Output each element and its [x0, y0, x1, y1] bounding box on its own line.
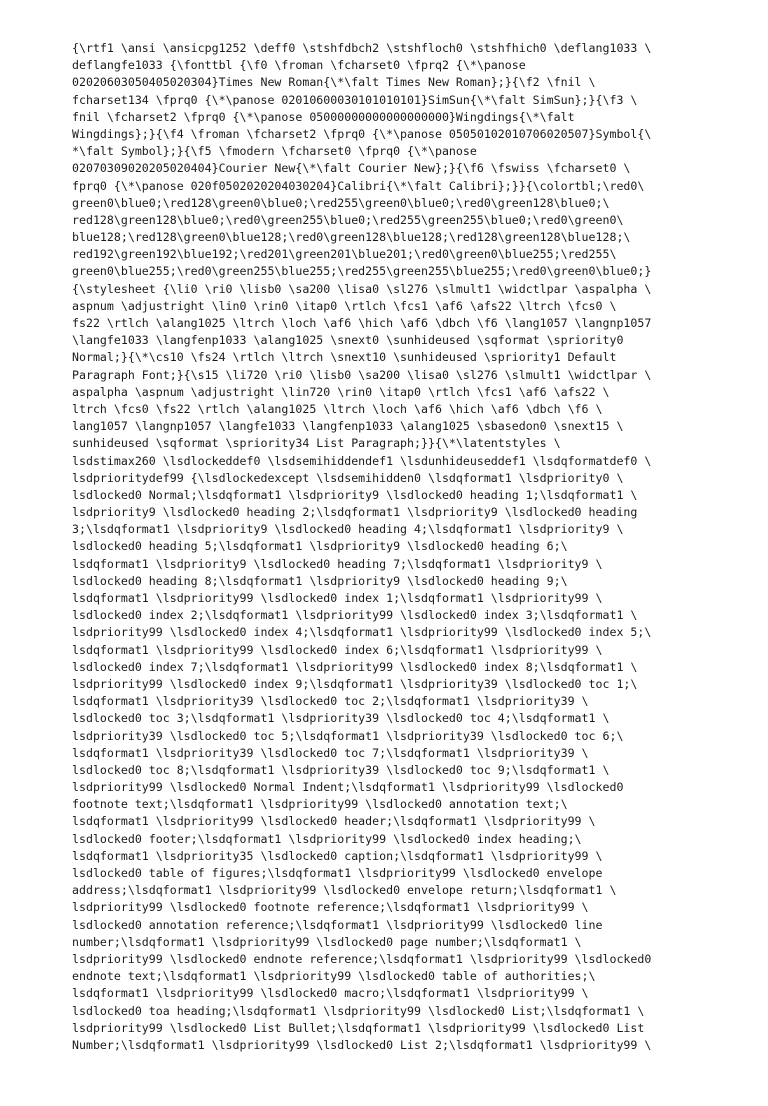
text-line	[72, 1054, 651, 1071]
text-line: Paragraph Font;}{\s15 \li720 \ri0 \lisb0 \sa200 \lisa0 \sl276 \slmult1 \widctlpar \	[72, 367, 652, 382]
text-line: \langfe1033 \langfenp1033 \alang1025 \snext0 \sunhideused \sqformat \spriority0	[72, 333, 624, 348]
text-line: deflangfe1033 {\fonttbl {\f0 \froman \fcharset0 \fprq2 {\*\panose	[72, 58, 526, 73]
text-line: address;\lsdqformat1 \lsdpriority99 \lsdlocked0 envelope return;\lsdqformat1 \	[72, 883, 617, 898]
text-line: aspalpha \aspnum \adjustright \lin720 \rin0 \itap0 \rtlch \fcs1 \af6 \afs22 \	[72, 384, 610, 399]
text-line: lsdpriority39 \lsdlocked0 toc 5;\lsdqformat1 \lsdpriority39 \lsdlocked0 toc 6;\	[72, 728, 624, 743]
text-line: lsdpriority99 \lsdlocked0 Normal Indent;\lsdqformat1 \lsdpriority99 \lsdlocked0	[72, 780, 624, 795]
text-line: footnote text;\lsdqformat1 \lsdpriority99 \lsdlocked0 annotation text;\	[72, 797, 568, 812]
text-line: lsdqformat1 \lsdpriority99 \lsdlocked0 macro;\lsdqformat1 \lsdpriority99 \	[72, 986, 589, 1001]
text-line: lsdlocked0 toa heading;\lsdqformat1 \lsdpriority99 \lsdlocked0 List;\lsdqformat1 \	[72, 1003, 645, 1018]
text-line: 02070309020205020404}Courier New{\*\falt Courier New};}{\f6 \fswiss \fcharset0 \	[72, 161, 631, 176]
text-line: fcharset134 \fprq0 {\*\panose 02010600030101010101}SimSun{\*\falt SimSun};}{\f3 \	[72, 92, 638, 107]
text-line: aspnum \adjustright \lin0 \rin0 \itap0 \rtlch \fcs1 \af6 \afs22 \ltrch \fcs0 \	[72, 298, 617, 313]
text-line: Wingdings};}{\f4 \froman \fcharset2 \fprq0 {\*\panose 05050102010706020507}Symbol{\	[72, 126, 652, 141]
text-line: *\falt Symbol};}{\f5 \fmodern \fcharset0 \fprq0 {\*\panose	[72, 144, 477, 159]
text-line: lsdstimax260 \lsdlockeddef0 \lsdsemihiddendef1 \lsdunhideuseddef1 \lsdqformatdef0 \	[72, 453, 652, 468]
text-line: ltrch \fcs0 \fs22 \rtlch \alang1025 \ltrch \loch \af6 \hich \af6 \dbch \f6 \	[72, 401, 603, 416]
text-line: Number;\lsdqformat1 \lsdpriority99 \lsdlocked0 List 2;\lsdqformat1 \lsdpriority99 \	[72, 1037, 652, 1052]
text-line	[72, 1071, 651, 1088]
text-line: {\stylesheet {\li0 \ri0 \lisb0 \sa200 \lisa0 \sl276 \slmult1 \widctlpar \aspalpha \	[72, 281, 652, 296]
text-line: lang1057 \langnp1057 \langfe1033 \langfenp1033 \alang1025 \sbasedon0 \snext15 \	[72, 419, 624, 434]
text-line: lsdlocked0 index 2;\lsdqformat1 \lsdpriority99 \lsdlocked0 index 3;\lsdqformat1 \	[72, 608, 638, 623]
text-line: lsdpriority99 \lsdlocked0 List Bullet;\lsdqformat1 \lsdpriority99 \lsdlocked0 List	[72, 1020, 645, 1035]
text-line: lsdlocked0 annotation reference;\lsdqformat1 \lsdpriority99 \lsdlocked0 line	[72, 917, 603, 932]
text-line: lsdlocked0 toc 3;\lsdqformat1 \lsdpriority39 \lsdlocked0 toc 4;\lsdqformat1 \	[72, 711, 610, 726]
text-line: endnote text;\lsdqformat1 \lsdpriority99 \lsdlocked0 table of authorities;\	[72, 969, 596, 984]
text-line: blue128;\red128\green0\blue128;\red0\green128\blue128;\red128\green128\blue128;\	[72, 230, 631, 245]
text-line: lsdlocked0 footer;\lsdqformat1 \lsdpriority99 \lsdlocked0 index heading;\	[72, 831, 582, 846]
text-line: lsdqformat1 \lsdpriority9 \lsdlocked0 heading 7;\lsdqformat1 \lsdpriority9 \	[72, 556, 603, 571]
text-line: lsdqformat1 \lsdpriority39 \lsdlocked0 toc 7;\lsdqformat1 \lsdpriority39 \	[72, 745, 589, 760]
text-line: 3;\lsdqformat1 \lsdpriority9 \lsdlocked0 heading 4;\lsdqformat1 \lsdpriority9 \	[72, 522, 624, 537]
text-line: lsdqformat1 \lsdpriority99 \lsdlocked0 index 6;\lsdqformat1 \lsdpriority99 \	[72, 642, 603, 657]
text-line: Normal;}{\*\cs10 \fs24 \rtlch \ltrch \snext10 \sunhideused \spriority1 Default	[72, 350, 617, 365]
text-line: lsdlocked0 heading 8;\lsdqformat1 \lsdpriority9 \lsdlocked0 heading 9;\	[72, 573, 568, 588]
text-line: lsdprioritydef99 {\lsdlockedexcept \lsdsemihidden0 \lsdqformat1 \lsdpriority0 \	[72, 470, 624, 485]
text-line: red192\green192\blue192;\red201\green201\blue201;\red0\green0\blue255;\red255\	[72, 247, 617, 262]
text-line: number;\lsdqformat1 \lsdpriority99 \lsdlocked0 page number;\lsdqformat1 \	[72, 934, 582, 949]
text-line: lsdpriority99 \lsdlocked0 index 4;\lsdqformat1 \lsdpriority99 \lsdlocked0 index 5;\	[72, 625, 652, 640]
text-line: {\rtf1 \ansi \ansicpg1252 \deff0 \stshfdbch2 \stshfloch0 \stshfhich0 \deflang1033 \	[72, 41, 652, 55]
text-line: 02020603050405020304}Times New Roman{\*\falt Times New Roman};}{\f2 \fnil \	[72, 75, 596, 90]
text-line: lsdlocked0 Normal;\lsdqformat1 \lsdpriority9 \lsdlocked0 heading 1;\lsdqformat1 \	[72, 487, 638, 502]
text-line: green0\blue255;\red0\green255\blue255;\red255\green255\blue255;\red0\green0\blue0;}	[72, 264, 652, 279]
text-line: lsdqformat1 \lsdpriority99 \lsdlocked0 index 1;\lsdqformat1 \lsdpriority99 \	[72, 591, 603, 605]
text-line: sunhideused \sqformat \spriority34 List Paragraph;}}{\*\latentstyles \	[72, 436, 561, 451]
text-line: lsdpriority99 \lsdlocked0 endnote reference;\lsdqformat1 \lsdpriority99 \lsdlocked0	[72, 951, 652, 966]
text-line: fnil \fcharset2 \fprq0 {\*\panose 05000000000000000000}Wingdings{\*\falt	[72, 109, 575, 124]
text-line: fs22 \rtlch \alang1025 \ltrch \loch \af6 \hich \af6 \dbch \f6 \lang1057 \langnp1057	[72, 316, 652, 330]
text-line	[72, 1088, 651, 1105]
text-line: lsdlocked0 toc 8;\lsdqformat1 \lsdpriority39 \lsdlocked0 toc 9;\lsdqformat1 \	[72, 762, 610, 777]
rtf-source-text	[72, 40, 651, 1106]
text-line: lsdpriority9 \lsdlocked0 heading 2;\lsdqformat1 \lsdpriority9 \lsdlocked0 heading	[72, 505, 638, 520]
text-line: red128\green128\blue0;\red0\green255\blue0;\red255\green255\blue0;\red0\green0\	[72, 212, 624, 227]
text-line: lsdqformat1 \lsdpriority35 \lsdlocked0 caption;\lsdqformat1 \lsdpriority99 \	[72, 848, 603, 863]
text-line: lsdlocked0 index 7;\lsdqformat1 \lsdpriority99 \lsdlocked0 index 8;\lsdqformat1 \	[72, 659, 638, 674]
text-line: fprq0 {\*\panose 020f0502020204030204}Calibri{\*\falt Calibri};}}{\colortbl;\red0\	[72, 178, 645, 193]
text-line: lsdpriority99 \lsdlocked0 footnote reference;\lsdqformat1 \lsdpriority99 \	[72, 900, 589, 915]
text-line: lsdpriority99 \lsdlocked0 index 9;\lsdqformat1 \lsdpriority39 \lsdlocked0 toc 1;\	[72, 676, 638, 691]
text-line: lsdqformat1 \lsdpriority39 \lsdlocked0 toc 2;\lsdqformat1 \lsdpriority39 \	[72, 694, 589, 709]
text-line: lsdqformat1 \lsdpriority99 \lsdlocked0 header;\lsdqformat1 \lsdpriority99 \	[72, 814, 596, 829]
text-line: lsdlocked0 table of figures;\lsdqformat1 \lsdpriority99 \lsdlocked0 envelope	[72, 866, 603, 880]
text-line: lsdlocked0 heading 5;\lsdqformat1 \lsdpriority9 \lsdlocked0 heading 6;\	[72, 539, 568, 554]
text-line: green0\blue0;\red128\green0\blue0;\red255\green0\blue0;\red0\green128\blue0;\	[72, 195, 610, 210]
